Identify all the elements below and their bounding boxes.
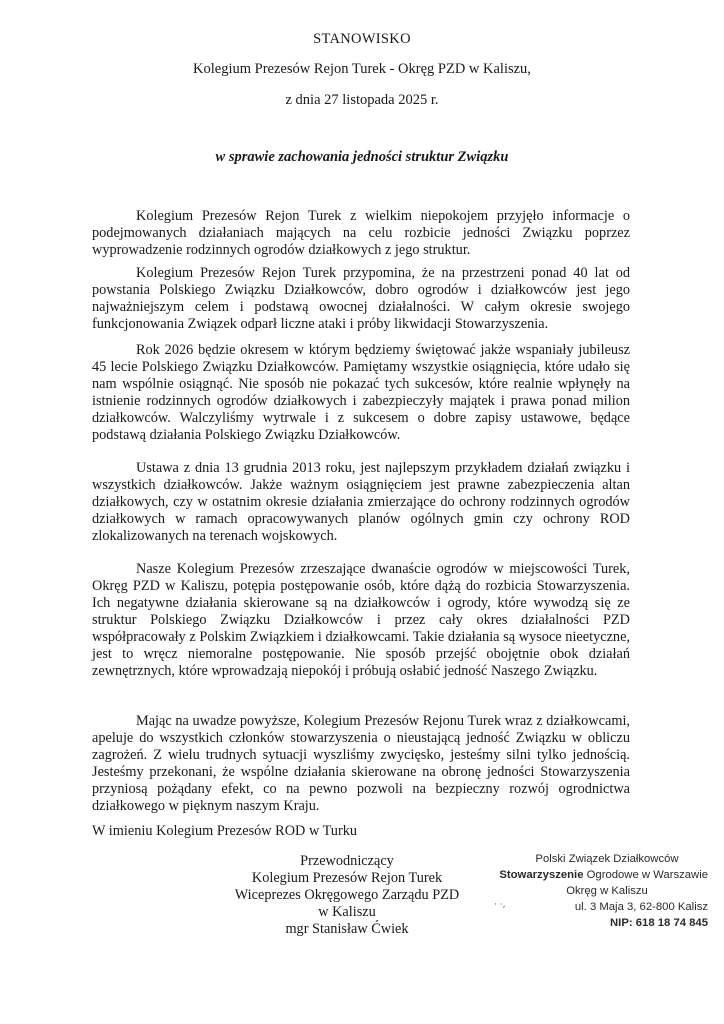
stamp-specks: · ·, bbox=[494, 900, 506, 910]
stamp-line-2 bbox=[486, 867, 708, 883]
body-paragraph-2: Kolegium Prezesów Rejon Turek przypomina, że na przestrzeni ponad 40 lat od powstania Polskiego Związku Działkowców, dobro ogrodów i działkowców jest jego najważniejszym celem i podstawą owocnej działalności. W całym okresie swojego funkcjonowania Związek odparł liczne ataki i próby likwidacji Stowarzyszenia. bbox=[92, 265, 630, 332]
stamp-line-2-bold: Stowarzyszenie bbox=[499, 869, 584, 881]
document-subject: w sprawie zachowania jedności struktur Związku bbox=[215, 149, 509, 165]
document-date: z dnia 27 listopada 2025 r. bbox=[285, 92, 439, 108]
stamp-line-5: NIP: 618 18 74 845 bbox=[610, 917, 708, 929]
stamp-line-4: ul. 3 Maja 3, 62-800 Kalisz bbox=[574, 901, 708, 913]
closing-line: W imieniu Kolegium Prezesów ROD w Turku bbox=[92, 823, 358, 839]
body-paragraph-6: Mając na uwadze powyższe, Kolegium Prezesów Rejonu Turek wraz z działkowcami, apeluje do wszystkich członków stowarzyszenia o nieustającą jedność Związku w obliczu zagrożeń. Z wielu trudnych sytuacji wyszliśmy zwycięsko, jesteśmy silni tylko jednością. Jesteśmy przekonani, że wspólne działania skierowane na obronę jedności Stowarzyszenia przyniosą pożądany efekt, co na pewno pozwoli na bezpieczny rozwój ogrodnictwa działkowego w pięknym naszym Kraju. bbox=[92, 713, 630, 814]
signatory-role: Przewodniczący bbox=[300, 853, 394, 869]
stamp-line-2-rest: Ogrodowe w Warszawie bbox=[583, 869, 708, 881]
signatory-name: mgr Stanisław Ćwiek bbox=[285, 921, 409, 937]
body-paragraph-5: Nasze Kolegium Prezesów zrzeszające dwanaście ogrodów w miejscowości Turek, Okręg PZD w Kaliszu, potępia postępowanie osób, które dążą do rozbicia Stowarzyszenia. Ich negatywne działania skierowane są na działkowców i ogrody, które wywodzą się ze struktur Polskiego Związku Działkowców i przez cały okres działalności PZD współpracowały z Polskim Związkiem i działkowcami. Takie działania są wysoce nieetyczne, jest to wręcz niemoralne postępowanie. Nie sposób przejść obojętnie obok działań zewnętrznych, które wprowadzają niepokój i próbują osłabić jedność Naszego Związku. bbox=[92, 561, 630, 679]
organization-stamp bbox=[486, 851, 708, 931]
signature-block bbox=[222, 853, 472, 938]
signatory-function: Wiceprezes Okręgowego Zarządu PZD bbox=[234, 887, 460, 903]
body-paragraph-1: Kolegium Prezesów Rejon Turek z wielkim niepokojem przyjęło informacje o podejmowanych działaniach mających na celu rozbicie jedności Związku poprzez wyprowadzenie rodzinnych ogrodów działkowych z jego struktur. bbox=[92, 208, 630, 258]
body-paragraph-3: Rok 2026 będzie okresem w którym będziemy świętować jakże wspaniały jubileusz 45 lecie Polskiego Związku Działkowców. Pamiętamy wszystkie osiągnięcia, które udało się nam wspólnie osiągnąć. Nie sposób nie pokazać tych sukcesów, które realnie wpłynęły na istnienie rodzinnych ogrodów działkowych i zabezpieczyły majątek i prawa ponad milion działkowców. Walczyliśmy wytrwale i z sukcesem o dobre zapisy ustawowe, będące podstawą działania Polskiego Związku Działkowców. bbox=[92, 342, 630, 443]
signatory-body: Kolegium Prezesów Rejon Turek bbox=[251, 870, 443, 886]
issuing-organization: Kolegium Prezesów Rejon Turek - Okręg PZD w Kaliszu, bbox=[193, 61, 531, 77]
signatory-location: w Kaliszu bbox=[318, 904, 376, 920]
stamp-line-1: Polski Związek Działkowców bbox=[535, 853, 679, 865]
stamp-line-3: Okręg w Kaliszu bbox=[566, 885, 648, 897]
document-title: STANOWISKO bbox=[313, 31, 411, 47]
body-paragraph-4: Ustawa z dnia 13 grudnia 2013 roku, jest najlepszym przykładem działań związku i wszystkich działkowców. Jakże ważnym osiągnięciem jest prawne zabezpieczenia altan działkowych, czy w ostatnim okresie działania zmierzające do ochrony rodzinnych ogrodów działkowych w ramach opracowywanych planów ogólnych gmin czy ochrony ROD zlokalizowanych na terenach wojskowych. bbox=[92, 460, 630, 544]
